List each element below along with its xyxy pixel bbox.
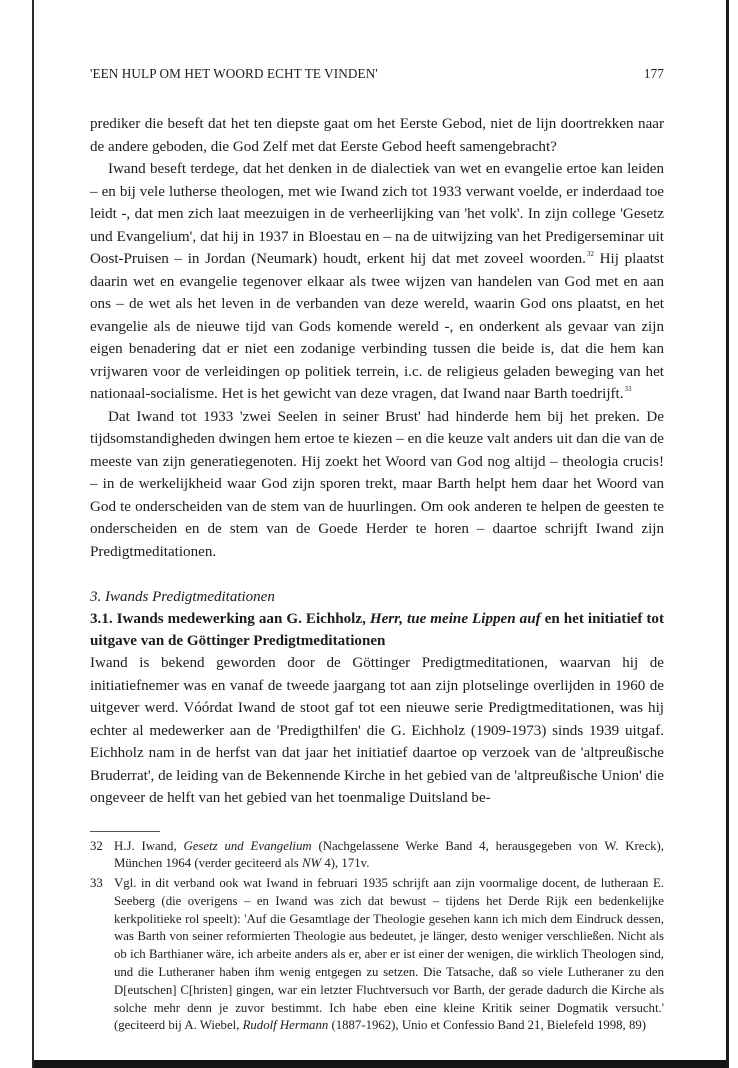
subsection-heading — [90, 608, 664, 652]
subsection-heading-title: Herr, tue meine Lippen auf — [369, 611, 541, 627]
footnote-text — [114, 875, 664, 1035]
paragraph-4: Iwand is bekend geworden door de Göttinger Predigtmeditationen, waarvan hij de initiatiefnemer was en vanaf de tweede jaargang tot aan zijn plotselinge overlijden in 1960 de uitgever werd. Vóórdat Iwand de stoot gaf tot een nieuwe serie Predigtmeditationen, was hij echter al medewerker aan de 'Predigthilfen' die G. Eichholz (1909-1973) sinds 1939 uitgaf. Eichholz nam in de herfst van dat jaar het initiatief daartoe op verzoek van de 'altpreußische Bruderrat', de leiding van de Bekennende Kirche in het gebied van de 'altpreußische Union' die ongeveer de helft van het gebied van het toenmalige Duitsland be- — [90, 655, 664, 806]
book-page — [90, 66, 664, 1037]
running-head — [90, 66, 664, 82]
scan-right-edge — [726, 0, 729, 1068]
footnote-33-book-title: Rudolf Hermann — [242, 1018, 329, 1033]
footnote-32-text-a: H.J. Iwand, — [114, 838, 184, 853]
paragraph-1: prediker die beseft dat het ten diepste gaat om het Eerste Gebod, niet de lijn doortrekken naar de andere geboden, die God Zelf met dat Eerste Gebod heeft samengebracht? — [90, 116, 664, 155]
footnote-33-text-a: Vgl. in dit verband ook wat Iwand in februari 1935 schrijft aan zijn voormalige docent, de lutheraan E. Seeberg (die overigens – en Iwand was zich dat bewust – tijdens het Derde Rijk een bedenkelijke kerkpolitieke rol speelt): 'Auf die Gesamtlage der Theologie gesehen kann ich mich dem Eindruck dessen, was Barth von seiner reformierten Theologie aus bedeutet, je länger, desto weniger verschließen. Nicht als ob ich Barthianer wäre, ich arbeite anders als er, aber er ist einer der wenigen, die wirklich Theologen sind, und die Lutheraner haben ihm wenig entgegen zu setzen. Die Tatsache, daß so viele Lutheraner zu den D[eutschen] C[hristen] gingen, war ein letzter Fluchtversuch vor Barth, der gerade dadurch die Kirche als solche mehr denn je zuvor bestimmt. Ich habe eben eine kleine Kritik seiner Dogmatik versucht.' (geciteerd bij A. Wiebel, — [114, 876, 664, 1033]
paragraph-2-part-a: Iwand beseft terdege, dat het denken in de dialectiek van wet en evangelie ertoe kan leiden – en bij vele lutherse theologen, met wie Iwand zich tot 1933 verwant voelde, er inderdaad toe leidt -, dat men zich laat meezuigen in de verheerlijking van 'het volk'. In zijn college 'Gesetz und Evangelium', dat hij in 1937 in Bloestau en – na de uitwijzing van het Predigerseminar uit Oost-Pruisen – in Jordan (Neumark) houdt, erkent hij dat met zoveel woorden. — [90, 161, 664, 267]
footnotes — [90, 838, 664, 1036]
footnote-number: 33 — [90, 876, 103, 891]
paragraph-3: Dat Iwand tot 1933 'zwei Seelen in seiner Brust' had hinderde hem bij het preken. De tijdsomstandigheden dwingen hem ertoe te kiezen – en die keuze valt anders uit dan die van de meeste van zijn generatiegenoten. Hij zoekt het Woord van God nog altijd – theologia crucis! – in de werkelijkheid waar God zijn sporen trekt, maar Barth helpt hem daar het Woord van God te onderscheiden van de stem van de huurlingen. Om ook anderen te helpen de geesten te onderscheiden en de stem van de Goede Herder te horen – daartoe schrijft Iwand zijn Predigtmeditationen. — [90, 408, 664, 560]
footnote-divider — [90, 831, 160, 832]
footnote-32 — [90, 838, 664, 874]
body-text — [90, 113, 664, 810]
footnote-32-text-c: 4), 171v. — [321, 856, 370, 871]
scan-bottom-edge — [34, 1060, 726, 1068]
paragraph-2-part-b: Hij plaatst daarin wet en evangelie tegenover elkaar als twee wijzen van handelen van God met en aan ons – de wet als het leven in de verbanden van deze wereld, waarin God ons plaatst, en het evangelie als de nieuwe tijd van Gods komende wereld -, en onderkent als gevaar van zijn eigen benadering dat er niet een zodanige verbinding tussen die beide is, dat die hem kan vrijwaren voor de verleidingen op politiek terrein, i.c. de religieus geladen beweging van het nationaal-socialisme. Het is het gewicht van deze vragen, dat Iwand naar Barth toedrijft. — [90, 251, 664, 402]
footnote-ref-32[interactable]: 32 — [586, 250, 594, 258]
footnote-number: 32 — [90, 838, 103, 853]
footnote-33 — [90, 875, 664, 1035]
footnote-33-text-b: (1887-1962), Unio et Confessio Band 21, Bielefeld 1998, 89) — [328, 1018, 647, 1033]
footnote-32-book-title: Gesetz und Evangelium — [183, 838, 312, 853]
subsection-heading-part-a: 3.1. Iwands medewerking aan G. Eichholz, — [90, 611, 370, 627]
subsection-heading-part-b: en het initiatief tot uitgave van de Göttinger Predigtmeditationen — [90, 611, 664, 649]
section-heading: 3. Iwands Predigtmeditationen — [90, 589, 275, 605]
scan-left-edge — [32, 0, 34, 1068]
paragraph-2 — [90, 158, 664, 406]
page-number: 177 — [643, 66, 664, 81]
footnote-32-abbrev: NW — [301, 856, 322, 871]
footnote-ref-33[interactable]: 33 — [624, 385, 632, 393]
footnote-text — [114, 838, 664, 874]
running-head-title: 'EEN HULP OM HET WOORD ECHT TE VINDEN' — [90, 66, 378, 81]
footnote-32-text-b: (Nachgelassene Werke Band 4, herausgegeben von W. Kreck), München 1964 (verder geciteerd als — [114, 838, 664, 871]
